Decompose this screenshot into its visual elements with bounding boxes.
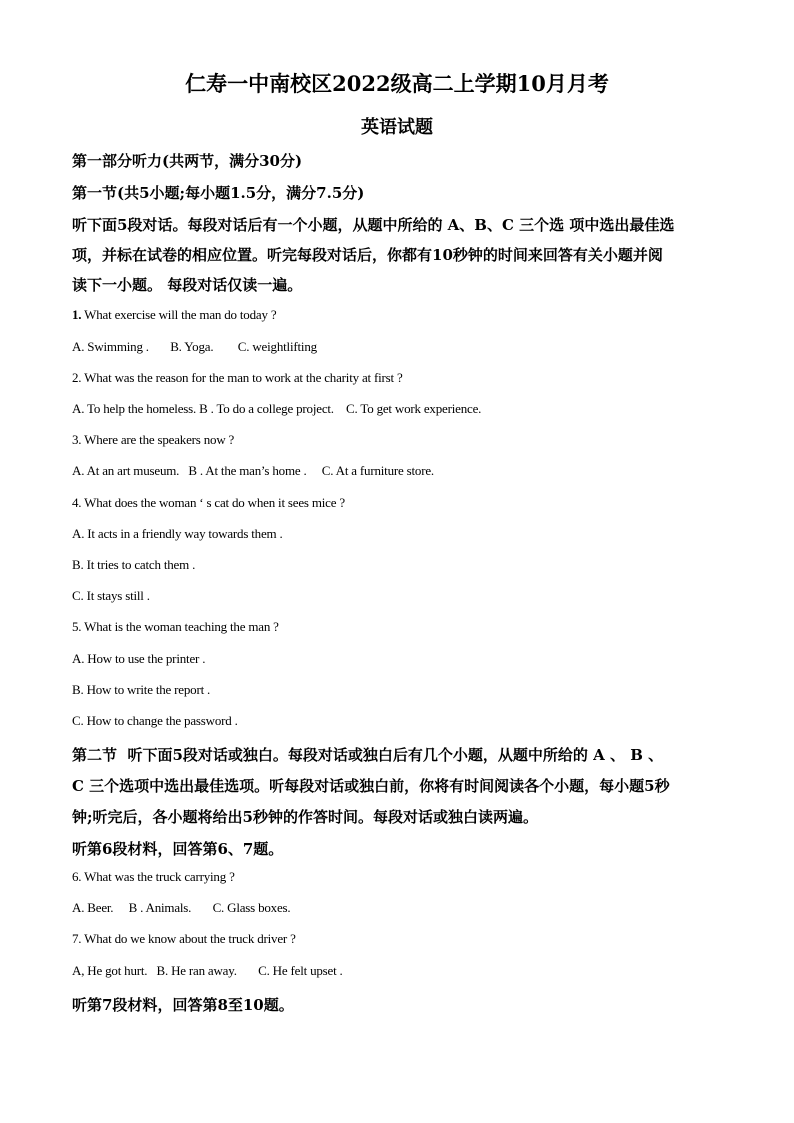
section2-line2: C 三个选项中选出最佳选项。听每段对话或独白前，你将有时间阅读各个小题，每小题5秒: [72, 777, 670, 795]
question-3-options: A. At an art museum. B . At the man’s home . C. At a furniture store.: [72, 463, 434, 478]
question-5-option-a: A. How to use the printer .: [72, 651, 206, 666]
section1-instructions-line1: 听下面5段对话。每段对话后有一个小题，从题中所给的 A、B、C 三个选 项中选出最佳选: [72, 216, 675, 234]
question-1: [72, 307, 276, 323]
exam-title: 仁寿一中南校区2022级高二上学期10月月考: [185, 71, 609, 96]
question-7: 7. What do we know about the truck driver ?: [72, 931, 296, 946]
exam-subtitle: 英语试题: [361, 117, 433, 138]
question-3: 3. Where are the speakers now ?: [72, 432, 235, 447]
passage-7-heading: 听第7段材料，回答第8至10题。: [72, 996, 294, 1014]
section2-line3: 钟;听完后，各小题将给出5秒钟的作答时间。每段对话或独白读两遍。: [72, 808, 538, 826]
section1-instructions-line3: 读下一小题。 每段对话仅读一遍。: [72, 276, 303, 294]
question-5: 5. What is the woman teaching the man ?: [72, 619, 279, 634]
question-1-options: A. Swimming . B. Yoga. C. weightlifting: [72, 339, 317, 354]
question-2-options: A. To help the homeless. B . To do a college project. C. To get work experience.: [72, 401, 482, 416]
question-1-number: 1.: [72, 307, 82, 322]
question-5-option-b: B. How to write the report .: [72, 682, 211, 697]
question-2: 2. What was the reason for the man to work at the charity at first ?: [72, 370, 403, 385]
question-4-option-c: C. It stays still .: [72, 588, 150, 603]
question-4-option-b: B. It tries to catch them .: [72, 557, 196, 572]
section1-instructions-line2: 项，并标在试卷的相应位置。听完每段对话后，你都有10秒钟的时间来回答有关小题并阅: [72, 246, 663, 264]
section2-line1: 第二节 听下面5段对话或独白。每段对话或独白后有几个小题，从题中所给的 A 、 B 、: [72, 746, 664, 764]
question-5-option-c: C. How to change the password .: [72, 713, 238, 728]
question-4-option-a: A. It acts in a friendly way towards them .: [72, 526, 283, 541]
part1-heading: 第一部分听力(共两节，满分30分): [72, 152, 303, 170]
question-7-options: A, He got hurt. B. He ran away. C. He felt upset .: [72, 963, 343, 978]
question-6: 6. What was the truck carrying ?: [72, 869, 235, 884]
question-1-text: What exercise will the man do today ?: [81, 307, 277, 322]
question-6-options: A. Beer. B . Animals. C. Glass boxes.: [72, 900, 291, 915]
section1-heading: 第一节(共5小题;每小题1.5分，满分7.5分): [72, 184, 365, 202]
question-4: 4. What does the woman ‘ s cat do when it sees mice ?: [72, 495, 345, 510]
passage-6-heading: 听第6段材料，回答第6、7题。: [72, 840, 284, 858]
